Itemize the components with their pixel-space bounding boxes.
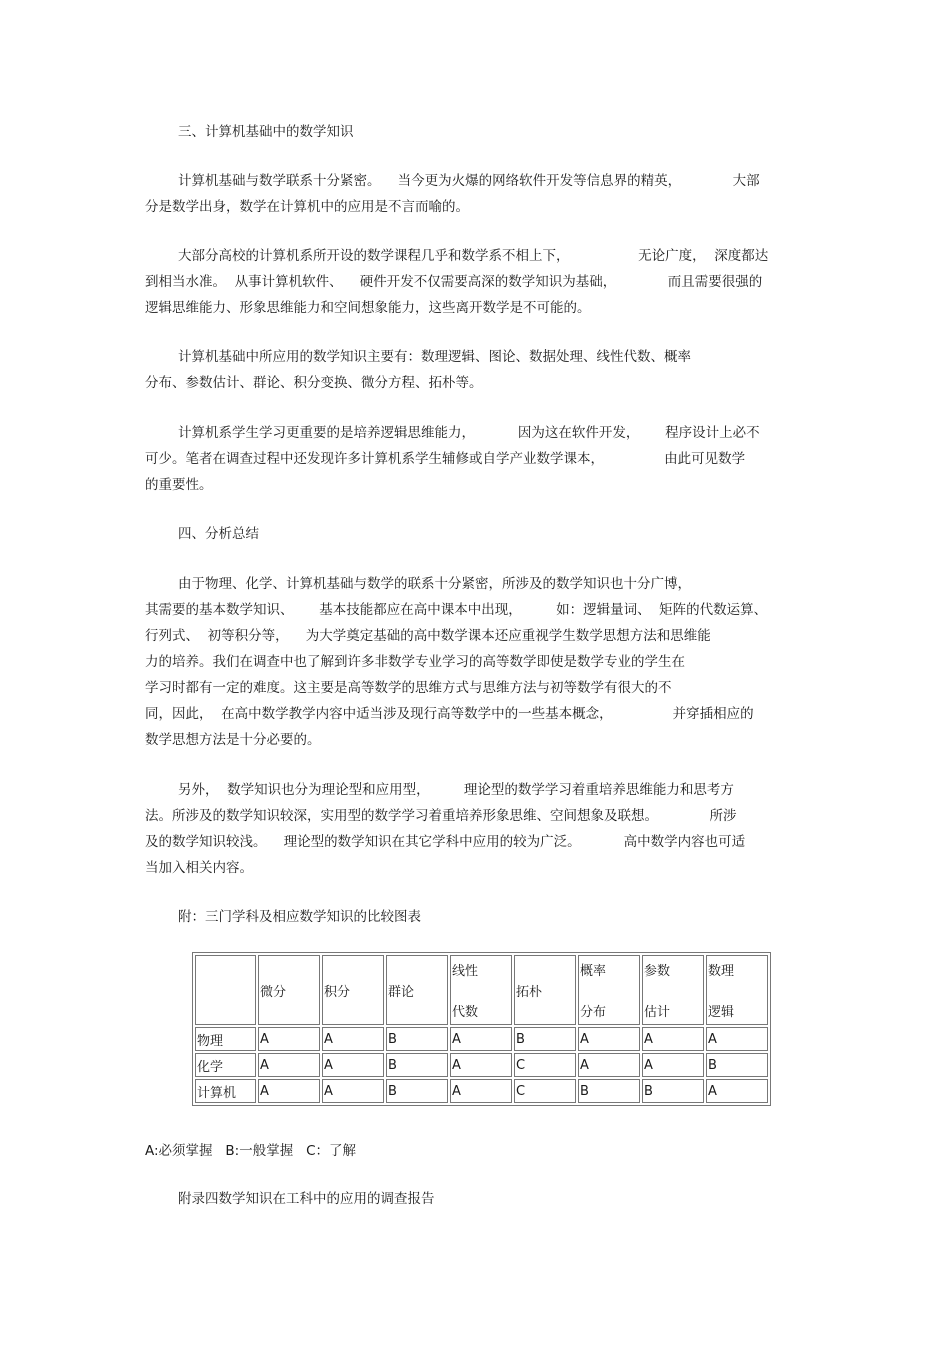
table-cell: A <box>578 1053 640 1077</box>
section3-p4-line1: 计算机系学生学习更重要的是培养逻辑思维能力， 因为这在软件开发， 程序设计上必不 <box>178 425 760 441</box>
section4-p1-line5: 学习时都有一定的难度。这主要是高等数学的思维方式与思维方法与初等数学有很大的不 <box>145 680 672 696</box>
grade-legend: A:必须掌握 B:一般掌握 C：了解 <box>145 1143 357 1159</box>
section4-p1-line2: 其需要的基本数学知识、 基本技能都应在高中课本中出现， 如：逻辑量词、 矩阵的代数运算、 <box>145 602 768 618</box>
row-subject: 物理 <box>195 1027 256 1051</box>
header-cell <box>386 955 448 1025</box>
header-cell <box>258 955 320 1025</box>
section3-p2-line1: 大部分高校的计算机系所开设的数学课程几乎和数学系不相上下， 无论广度， 深度都达 <box>178 248 769 264</box>
appendix-footer-title: 附录四数学知识在工科中的应用的调查报告 <box>178 1191 435 1207</box>
section4-p1-line1: 由于物理、化学、计算机基础与数学的联系十分紧密，所涉及的数学知识也十分广博， <box>178 576 691 592</box>
section3-p1-line1: 计算机基础与数学联系十分紧密。 当今更为火爆的网络软件开发等信息界的精英， 大部 <box>178 173 760 189</box>
section4-p1-line3: 行列式、 初等积分等， 为大学奠定基础的高中数学课本还应重视学生数学思想方法和思维能 <box>145 628 711 644</box>
table-cell: A <box>706 1079 768 1103</box>
header-label: 参数 <box>644 964 671 979</box>
table-cell: B <box>706 1053 768 1077</box>
table-row <box>195 1053 768 1077</box>
header-label: 代数 <box>452 1005 479 1020</box>
header-cell <box>450 955 512 1025</box>
header-label: 拓朴 <box>516 984 543 1000</box>
table-cell: B <box>386 1053 448 1077</box>
header-cell <box>322 955 384 1025</box>
table-cell: A <box>450 1053 512 1077</box>
section4-p1-line7: 数学思想方法是十分必要的。 <box>145 732 321 748</box>
comparison-table <box>192 952 771 1106</box>
header-cell <box>514 955 576 1025</box>
header-label: 估计 <box>644 1005 671 1020</box>
header-cell <box>706 955 768 1025</box>
table-cell: B <box>386 1027 448 1051</box>
row-subject: 计算机 <box>195 1079 256 1103</box>
section3-heading: 三、计算机基础中的数学知识 <box>178 124 354 140</box>
section4-p2-line1: 另外， 数学知识也分为理论型和应用型， 理论型的数学学习着重培养思维能力和思考方 <box>178 782 734 798</box>
header-label: 积分 <box>324 984 351 1000</box>
table-cell: A <box>258 1053 320 1077</box>
table-corner-cell <box>195 955 256 1025</box>
header-label: 微分 <box>260 984 287 1000</box>
table-cell: B <box>386 1079 448 1103</box>
table-row <box>195 1027 768 1051</box>
section4-p1-line4: 力的培养。我们在调查中也了解到许多非数学专业学习的高等数学即使是数学专业的学生在 <box>145 654 685 670</box>
header-label: 群论 <box>388 984 415 1000</box>
section4-heading: 四、分析总结 <box>178 526 259 542</box>
header-cell <box>642 955 704 1025</box>
header-label: 分布 <box>580 1005 607 1020</box>
table-cell: B <box>578 1079 640 1103</box>
row-subject: 化学 <box>195 1053 256 1077</box>
section3-p3-line2: 分布、参数估计、群论、积分变换、微分方程、拓朴等。 <box>145 375 483 391</box>
section3-p2-line2: 到相当水准。 从事计算机软件、 硬件开发不仅需要高深的数学知识为基础， 而且需要很强的 <box>145 274 763 290</box>
section3-p3-line1: 计算机基础中所应用的数学知识主要有：数理逻辑、图论、数据处理、线性代数、概率 <box>178 349 691 365</box>
section3-p2-line3: 逻辑思维能力、形象思维能力和空间想象能力，这些离开数学是不可能的。 <box>145 300 591 316</box>
table-cell: C <box>514 1053 576 1077</box>
table-cell: B <box>514 1027 576 1051</box>
appendix-caption: 附：三门学科及相应数学知识的比较图表 <box>178 909 421 925</box>
table-cell: C <box>514 1079 576 1103</box>
table-cell: A <box>642 1053 704 1077</box>
comparison-table-wrapper <box>192 952 771 1106</box>
section4-p1-line6: 同，因此， 在高中数学教学内容中适当涉及现行高等数学中的一些基本概念， 并穿插相应的 <box>145 706 754 722</box>
header-label: 线性 <box>452 964 479 979</box>
table-row <box>195 1079 768 1103</box>
table-cell: A <box>258 1079 320 1103</box>
table-cell: A <box>642 1027 704 1051</box>
table-cell: A <box>450 1079 512 1103</box>
table-cell: A <box>450 1027 512 1051</box>
section3-p4-line2: 可少。笔者在调查过程中还发现许多计算机系学生辅修或自学产业数学课本， 由此可见数学 <box>145 451 746 467</box>
table-cell: B <box>642 1079 704 1103</box>
header-label: 数理 <box>708 964 735 979</box>
section4-p2-line2: 法。所涉及的数学知识较深，实用型的数学学习着重培养形象思维、空间想象及联想。 所涉 <box>145 808 737 824</box>
table-cell: A <box>322 1027 384 1051</box>
header-cell <box>578 955 640 1025</box>
table-cell: A <box>322 1079 384 1103</box>
table-cell: A <box>322 1053 384 1077</box>
header-label: 概率 <box>580 964 607 979</box>
table-cell: A <box>258 1027 320 1051</box>
section3-p1-line2: 分是数学出身，数学在计算机中的应用是不言而喻的。 <box>145 199 469 215</box>
section4-p2-line3: 及的数学知识较浅。 理论型的数学知识在其它学科中应用的较为广泛。 高中数学内容也可适 <box>145 834 746 850</box>
table-cell: A <box>706 1027 768 1051</box>
section4-p2-line4: 当加入相关内容。 <box>145 860 253 876</box>
table-cell: A <box>578 1027 640 1051</box>
section3-p4-line3: 的重要性。 <box>145 477 213 493</box>
table-header-row <box>195 955 768 1025</box>
header-label: 逻辑 <box>708 1005 735 1020</box>
